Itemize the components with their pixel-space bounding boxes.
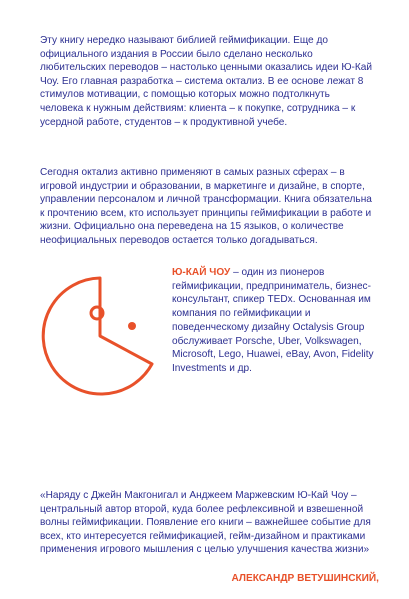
review-quote: «Наряду с Джейн Макгонигал и Анджеем Маржевским Ю-Кай Чоу – центральный автор второй, куда более рефлексивной и взвешенной волны геймификации. Появление его книги – важнейшее событие для всех, кто интересуется геймификацией, гейм-дизайном и практиками применения игрового мышления с целью улучшения качества жизни» bbox=[40, 490, 371, 556]
description-paragraph-2: Сегодня октализ активно применяют в самых разных сферах – в игровой индустрии и образовании, в маркетинге и дизайне, в спорте, управлении персоналом и личной трансформации. Книга обязательна к прочтению всем, кто использует принципы геймификации в работе и жизни. Официально она переведена на 15 языков, о количестве неофициальных переводов остается только догадываться. bbox=[40, 167, 372, 246]
pacman-logo-icon bbox=[40, 268, 160, 408]
author-bio bbox=[172, 266, 386, 376]
quote-attribution bbox=[119, 572, 379, 586]
author-name: Ю-КАЙ ЧОУ bbox=[172, 267, 231, 278]
author-bio-text: – один из пионеров геймификации, предприниматель, бизнес-консультант, спикер TEDx. Основанная им компания по геймификации и поведенческому дизайну Octalysis Group обслуживает Porsche, Uber, Volkswagen, Microsoft, Lego, Huawei, eBay, Avon, Fidelity Investments и др. bbox=[172, 267, 374, 374]
description-paragraph-1: Эту книгу нередко называют библией геймификации. Еще до официального издания в России было сделано несколько любительских переводов – настолько ценными оказались идеи Ю-Кай Чоу. Его главная разработка – система октализ. В ее основе лежат 8 стимулов мотивации, с помощью которых можно подтолкнуть человека к нужным действиям: клиента – к покупке, сотрудника – к усердной работе, студентов – к продуктивной учебе. bbox=[40, 35, 373, 128]
quote-author-name: АЛЕКСАНДР ВЕТУШИНСКИЙ, bbox=[231, 573, 379, 584]
